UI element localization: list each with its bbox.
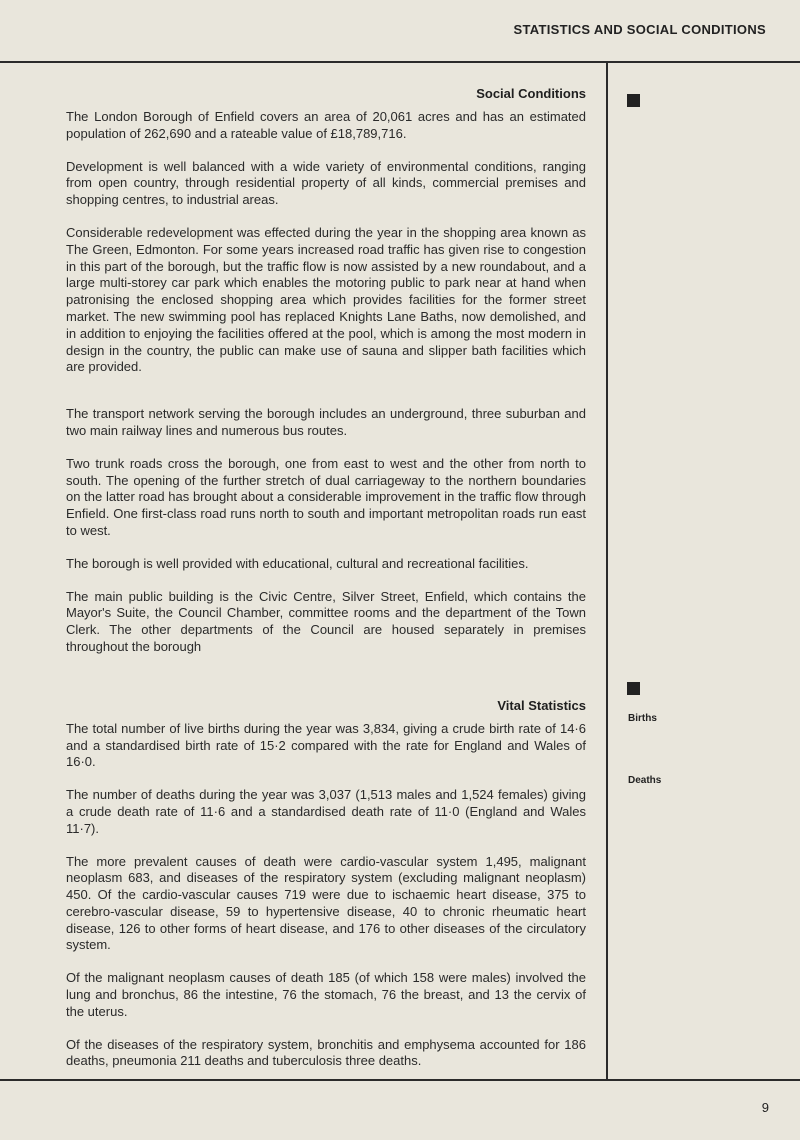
vital-paragraph: Of the malignant neoplasm causes of death 185 (of which 158 were males) involved the lung and bronchus, 86 the intestine, 76 the stomach, 76 the breast, and 13 the cervix of the uterus. xyxy=(66,970,586,1019)
vital-paragraph: The total number of live births during the year was 3,834, giving a crude birth rate of 14·6 and a standardised birth rate of 15·2 compared with the rate for England and Wales of 16·0. xyxy=(66,720,586,770)
social-paragraph: Development is well balanced with a wide variety of environmental conditions, ranging from open country, through residential property of all kinds, commercial premises and shopping centres, to industrial areas. xyxy=(66,158,586,208)
main-column xyxy=(66,86,586,1086)
vital-paragraph: Of the diseases of the respiratory system, bronchitis and emphysema accounted for 186 deaths, pneumonia 211 deaths and tuberculosis three deaths. xyxy=(66,1036,586,1069)
vital-paragraph: The number of deaths during the year was 3,037 (1,513 males and 1,524 females) giving a crude death rate of 11·6 and a standardised death rate of 11·0 (England and Wales 11·7). xyxy=(66,787,586,836)
social-paragraph: The transport network serving the borough includes an underground, three suburban and two main railway lines and numerous bus routes. xyxy=(66,406,586,438)
social-conditions-heading: Social Conditions xyxy=(476,86,586,101)
spacer xyxy=(66,672,586,698)
spacer xyxy=(66,392,586,406)
running-head: STATISTICS AND SOCIAL CONDITIONS xyxy=(513,22,766,37)
social-paragraph: The main public building is the Civic Centre, Silver Street, Enfield, which contains the Mayor's Suite, the Council Chamber, committee rooms and the department of the Town Clerk. The other departments of the Council are housed separately in premises throughout the borough xyxy=(66,588,586,654)
social-paragraph: The London Borough of Enfield covers an area of 20,061 acres and has an estimated population of 262,690 and a rateable value of £18,789,716. xyxy=(66,109,586,141)
margin-column xyxy=(608,63,800,1079)
page-number: 9 xyxy=(761,1100,769,1115)
vital-paragraph: The more prevalent causes of death were cardio-vascular system 1,495, malignant neoplasm 683, and diseases of the respiratory system (excluding malignant neoplasm) 450. Of the cardio-vascular causes 719 were due to ischaemic heart disease, 375 to cerebro-vascular disease, 59 to hypertensive disease, 40 to chronic rheumatic heart disease, 126 to other forms of heart disease, and 176 to other diseases of the circulatory system. xyxy=(66,853,586,953)
social-paragraph: The borough is well provided with educational, cultural and recreational facilities. xyxy=(66,555,529,571)
vital-statistics-heading: Vital Statistics xyxy=(497,697,586,713)
social-paragraph: Considerable redevelopment was effected during the year in the shopping area known as The Green, Edmonton. For some years increased road traffic has given rise to congestion in this part of the borough, but the traffic flow is now assisted by a new roundabout, and a large multi-storey car park which enables the motoring public to park near at hand when patronising the enclosed shopping area which provides facilities for the former street market. The new swimming pool has replaced Knights Lane Baths, now demolished, and in addition to enjoying the facilities offered at the pool, which is among the most modern in design in the country, the public can make use of sauna and slipper bath facilities which are provided. xyxy=(66,224,586,375)
vital-statistics-marker xyxy=(627,682,640,695)
births-label: Births xyxy=(628,713,657,724)
deaths-label: Deaths xyxy=(628,775,662,786)
social-paragraph: Two trunk roads cross the borough, one from east to west and the other from north to south. The opening of the further stretch of dual carriageway to the northern boundaries on the latter road has brought about a considerable improvement in the traffic flow through Enfield. One first-class road runs north to south and important metropolitan roads run east to west. xyxy=(66,455,586,538)
social-conditions-marker xyxy=(627,94,640,107)
